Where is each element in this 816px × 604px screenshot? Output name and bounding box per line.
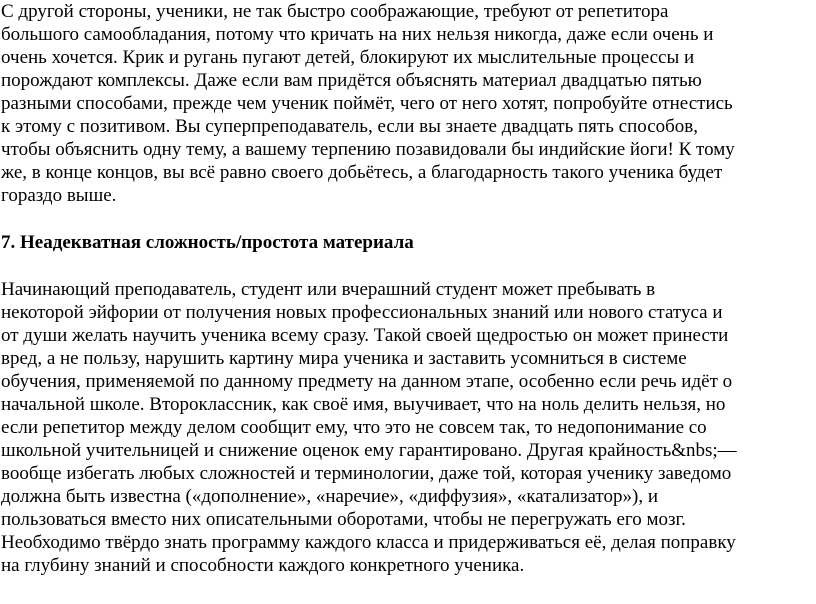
section-heading: 7. Неадекватная сложность/простота материала xyxy=(1,232,414,253)
paragraph-1-line: разными способами, прежде чем ученик поймёт, чего от него хотят, попробуйте отнестись xyxy=(1,93,733,114)
paragraph-2-line: от души желать научить ученика всему сразу. Такой своей щедростью он может принести xyxy=(1,325,729,346)
paragraph-1-line: чтобы объяснить одну тему, а вашему терпению позавидовали бы индийские йоги! К тому xyxy=(1,139,735,160)
paragraph-1-line: очень хочется. Крик и ругань пугают детей, блокируют их мыслительные процессы и xyxy=(1,47,695,68)
paragraph-1-line: С другой стороны, ученики, не так быстро соображающие, требуют от репетитора xyxy=(1,1,669,22)
paragraph-2-line: если репетитор между делом сообщит ему, что это не совсем так, то недопонимание со xyxy=(1,417,707,438)
paragraph-1-line: же, в конце концов, вы всё равно своего добьётесь, а благодарность такого ученика будет xyxy=(1,162,723,183)
paragraph-2-line: вред, а не пользу, нарушить картину мира ученика и заставить усомниться в системе xyxy=(1,348,687,369)
paragraph-2-line: некоторой эйфории от получения новых профессиональных знаний или нового статуса и xyxy=(1,302,723,323)
paragraph-2-line: Необходимо твёрдо знать программу каждого класса и придерживаться её, делая поправку xyxy=(1,532,736,553)
paragraph-2-line: вообще избегать любых сложностей и терминологии, даже той, которая ученику заведомо xyxy=(1,463,732,484)
paragraph-1-line: к этому с позитивом. Вы суперпреподаватель, если вы знаете двадцать пять способов, xyxy=(1,116,699,137)
paragraph-1-line: большого самообладания, потому что кричать на них нельзя никогда, даже если очень и xyxy=(1,24,714,45)
paragraph-2-line: школьной учительницей и снижение оценок ему гарантировано. Другая крайность&nbs;— xyxy=(1,440,737,461)
paragraph-2-line: начальной школе. Второклассник, как своё имя, выучивает, что на ноль делить нельзя, но xyxy=(1,394,726,415)
paragraph-2-line: должна быть известна («дополнение», «наречие», «диффузия», «катализатор»), и xyxy=(1,486,658,507)
paragraph-2-line: обучения, применяемой по данному предмету на данном этапе, особенно если речь идёт о xyxy=(1,371,733,392)
paragraph-1-line: порождают комплексы. Даже если вам придётся объяснять материал двадцатью пятью xyxy=(1,70,702,91)
paragraph-2-line: на глубину знаний и способности каждого конкретного ученика. xyxy=(1,555,525,576)
paragraph-2-line: Начинающий преподаватель, студент или вчерашний студент может пребывать в xyxy=(1,279,656,300)
paragraph-1-line: гораздо выше. xyxy=(1,185,117,206)
paragraph-2-line: пользоваться вместо них описательными оборотами, чтобы не перегружать его мозг. xyxy=(1,509,686,530)
